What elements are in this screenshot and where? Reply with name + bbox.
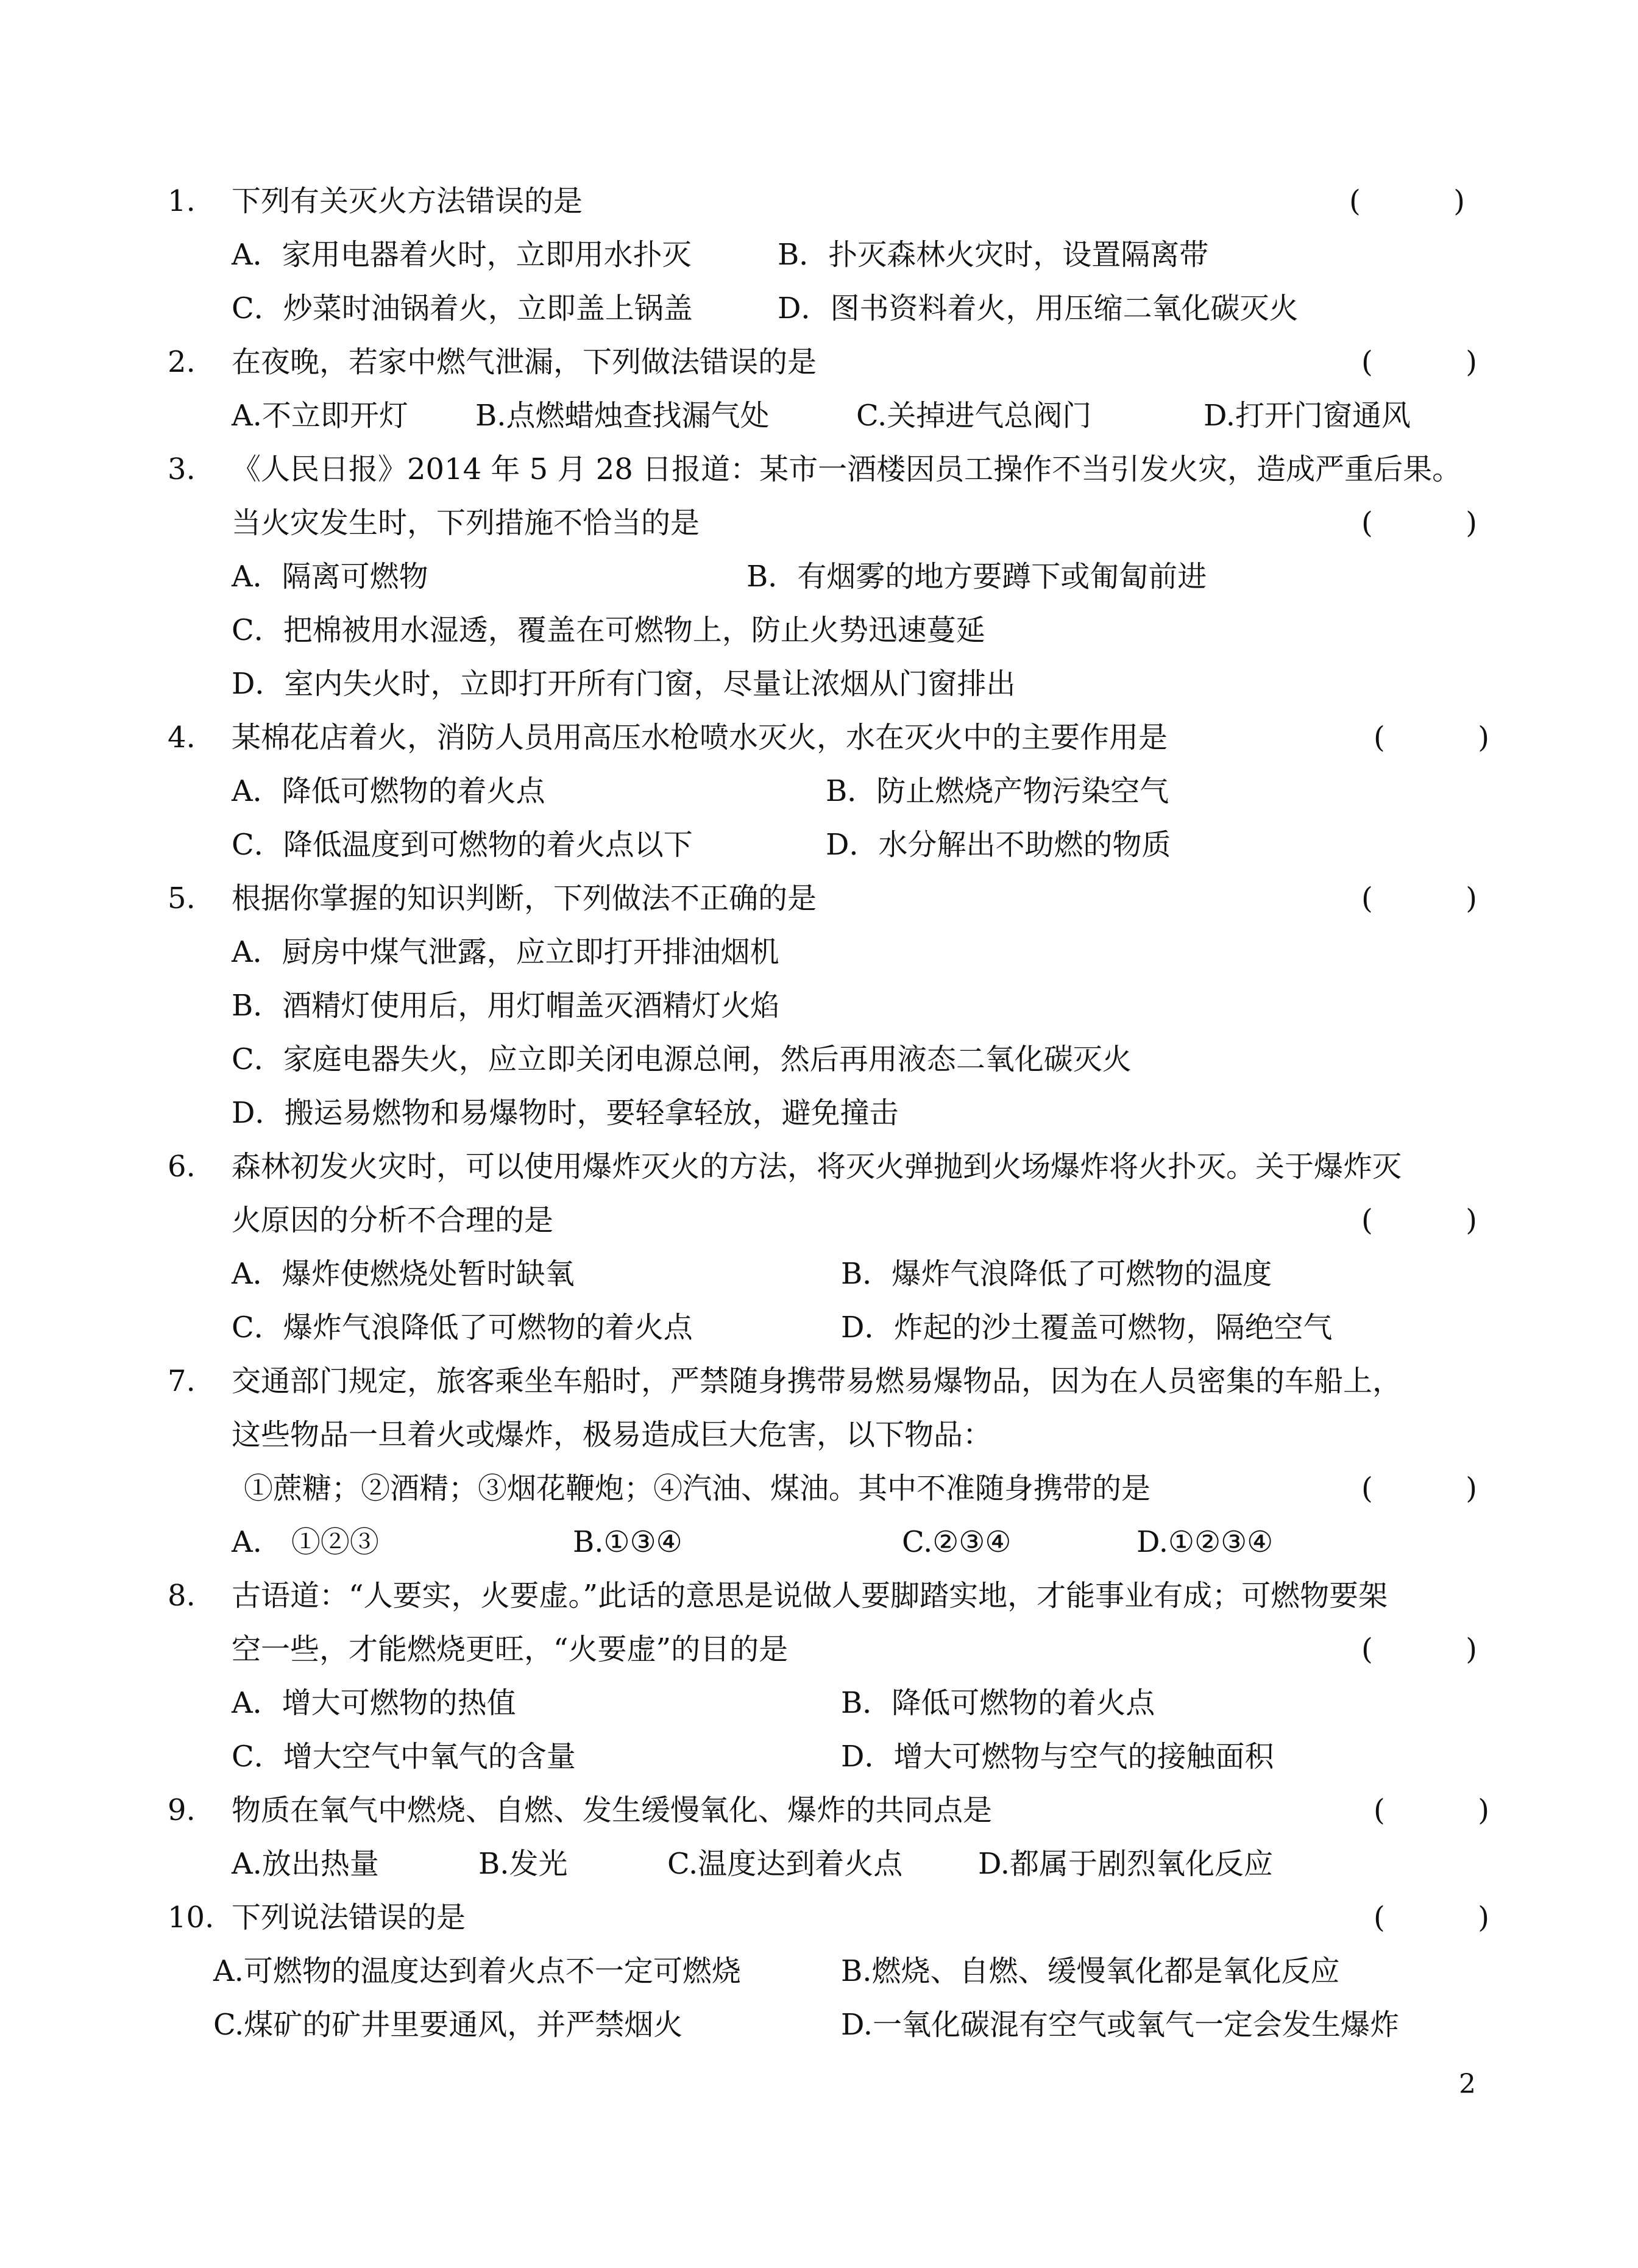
question-stem: 《人民日报》2014 年 5 月 28 日报道：某市一酒楼因员工操作不当引发火灾，造成严重后果。 <box>232 452 1462 486</box>
option-d: D．室内失火时，立即打开所有门窗，尽量让浓烟从门窗排出 <box>232 667 1016 701</box>
option-b: B．爆炸气浪降低了可燃物的温度 <box>841 1257 1272 1291</box>
answer-bracket <box>1374 1899 1489 1936</box>
option-a: A．爆炸使燃烧处暂时缺氧 <box>232 1257 575 1291</box>
option-d: D．图书资料着火，用压缩二氧化碳灭火 <box>778 291 1299 325</box>
option-b: B.燃烧、自燃、缓慢氧化都是氧化反应 <box>841 1954 1340 1988</box>
bracket-open: ( <box>1374 1900 1385 1935</box>
question-stem: 在夜晚，若家中燃气泄漏，下列做法错误的是 <box>232 345 817 379</box>
answer-bracket <box>1361 880 1477 917</box>
option-a: A.不立即开灯 <box>232 399 408 433</box>
option-c: C.温度达到着火点 <box>667 1847 903 1881</box>
bracket-close: ) <box>1466 1471 1477 1505</box>
question-stem: 这些物品一旦着火或爆炸，极易造成巨大危害，以下物品： <box>232 1418 993 1452</box>
option-a: A．降低可燃物的着火点 <box>232 774 545 808</box>
bracket-close: ) <box>1466 881 1477 915</box>
question-number: 9. <box>168 1793 196 1827</box>
bracket-open: ( <box>1361 1471 1373 1505</box>
option-b: B．降低可燃物的着火点 <box>841 1686 1155 1720</box>
bracket-close: ) <box>1466 1203 1477 1237</box>
question-stem: 交通部门规定，旅客乘坐车船时，严禁随身携带易燃易爆物品，因为在人员密集的车船上， <box>232 1364 1402 1398</box>
option-d: D．水分解出不助燃的物质 <box>826 828 1171 862</box>
option-a: A.可燃物的温度达到着火点不一定可燃烧 <box>213 1954 741 1988</box>
question-number: 2. <box>168 345 196 379</box>
bracket-open: ( <box>1361 881 1373 915</box>
option-c: C．增大空气中氧气的含量 <box>232 1740 576 1774</box>
bracket-open: ( <box>1374 720 1385 755</box>
question-stem: 根据你掌握的知识判断，下列做法不正确的是 <box>232 881 817 915</box>
question-number: 8. <box>168 1579 196 1613</box>
answer-bracket <box>1361 344 1477 380</box>
bracket-close: ) <box>1478 1793 1489 1827</box>
bracket-open: ( <box>1361 506 1373 540</box>
page-number: 2 <box>1459 2069 1476 2100</box>
option-b: B.点燃蜡烛查找漏气处 <box>475 399 770 433</box>
option-d: D.都属于剧烈氧化反应 <box>978 1847 1274 1881</box>
answer-bracket <box>1374 719 1489 756</box>
question-stem: 火原因的分析不合理的是 <box>232 1203 554 1237</box>
option-d: D．炸起的沙土覆盖可燃物，隔绝空气 <box>841 1310 1333 1345</box>
question-stem: 物质在氧气中燃烧、自燃、发生缓慢氧化、爆炸的共同点是 <box>232 1793 993 1827</box>
option-d: D．搬运易燃物和易爆物时，要轻拿轻放，避免撞击 <box>232 1096 899 1130</box>
option-c: C．爆炸气浪降低了可燃物的着火点 <box>232 1310 693 1345</box>
bracket-open: ( <box>1361 1203 1373 1237</box>
answer-bracket <box>1361 1631 1477 1668</box>
question-stem: 下列说法错误的是 <box>232 1900 466 1935</box>
option-c: C.关掉进气总阀门 <box>856 399 1092 433</box>
option-b: B．酒精灯使用后，用灯帽盖灭酒精灯火焰 <box>232 989 780 1023</box>
answer-bracket <box>1374 1792 1489 1829</box>
question-number: 10. <box>168 1900 214 1935</box>
option-b: B．有烟雾的地方要蹲下或匍匐前进 <box>746 560 1207 594</box>
answer-bracket <box>1361 1470 1477 1507</box>
option-a: A．隔离可燃物 <box>232 560 428 594</box>
answer-bracket <box>1349 183 1465 219</box>
question-stem: 某棉花店着火，消防人员用高压水枪喷水灭火，水在灭火中的主要作用是 <box>232 720 1168 755</box>
bracket-close: ) <box>1453 184 1465 218</box>
question-number: 4. <box>168 720 196 755</box>
bracket-close: ) <box>1478 1900 1489 1935</box>
question-stem: 当火灾发生时，下列措施不恰当的是 <box>232 506 700 540</box>
option-b: B.发光 <box>478 1847 568 1881</box>
bracket-close: ) <box>1466 506 1477 540</box>
option-a: A．厨房中煤气泄露，应立即打开排油烟机 <box>232 935 779 969</box>
bracket-open: ( <box>1361 1632 1373 1666</box>
option-c: C.②③④ <box>902 1525 1012 1559</box>
bracket-open: ( <box>1374 1793 1385 1827</box>
option-d: D．增大可燃物与空气的接触面积 <box>841 1740 1274 1774</box>
option-d: D.一氧化碳混有空气或氧气一定会发生爆炸 <box>841 2008 1400 2042</box>
option-d: D.打开门窗通风 <box>1204 399 1411 433</box>
question-stem: 古语道：“人要实，火要虚。”此话的意思是说做人要脚踏实地，才能事业有成；可燃物要架 <box>232 1579 1388 1613</box>
question-stem: 空一些，才能燃烧更旺，“火要虚”的目的是 <box>232 1632 789 1666</box>
option-b: B．扑灭森林火灾时，设置隔离带 <box>778 238 1209 272</box>
answer-bracket <box>1361 505 1477 541</box>
bracket-open: ( <box>1349 184 1361 218</box>
answer-bracket <box>1361 1202 1477 1239</box>
option-a: A. ①②③ <box>232 1525 379 1559</box>
question-stem: 森林初发火灾时，可以使用爆炸灭火的方法，将灭火弹抛到火场爆炸将火扑灭。关于爆炸灭 <box>232 1150 1402 1184</box>
question-stem: ①蔗糖；②酒精；③烟花鞭炮；④汽油、煤油。其中不准随身携带的是 <box>244 1471 1151 1505</box>
option-a: A.放出热量 <box>232 1847 379 1881</box>
question-number: 1. <box>168 184 196 218</box>
option-a: A．家用电器着火时，立即用水扑灭 <box>232 238 692 272</box>
question-number: 5. <box>168 881 196 915</box>
bracket-close: ) <box>1478 720 1489 755</box>
option-b: B.①③④ <box>573 1525 682 1559</box>
option-c: C．把棉被用水湿透，覆盖在可燃物上，防止火势迅速蔓延 <box>232 613 985 647</box>
question-number: 3. <box>168 452 196 486</box>
option-a: A．增大可燃物的热值 <box>232 1686 516 1720</box>
option-c: C．家庭电器失火，应立即关闭电源总闸，然后再用液态二氧化碳灭火 <box>232 1042 1132 1076</box>
bracket-open: ( <box>1361 345 1373 379</box>
option-c: C．降低温度到可燃物的着火点以下 <box>232 828 693 862</box>
bracket-close: ) <box>1466 1632 1477 1666</box>
bracket-close: ) <box>1466 345 1477 379</box>
question-stem: 下列有关灭火方法错误的是 <box>232 184 583 218</box>
option-b: B．防止燃烧产物污染空气 <box>826 774 1169 808</box>
option-c: C．炒菜时油锅着火，立即盖上锅盖 <box>232 291 693 325</box>
question-number: 7. <box>168 1364 196 1398</box>
question-number: 6. <box>168 1150 196 1184</box>
option-c: C.煤矿的矿井里要通风，并严禁烟火 <box>213 2008 683 2042</box>
option-d: D.①②③④ <box>1136 1525 1274 1559</box>
